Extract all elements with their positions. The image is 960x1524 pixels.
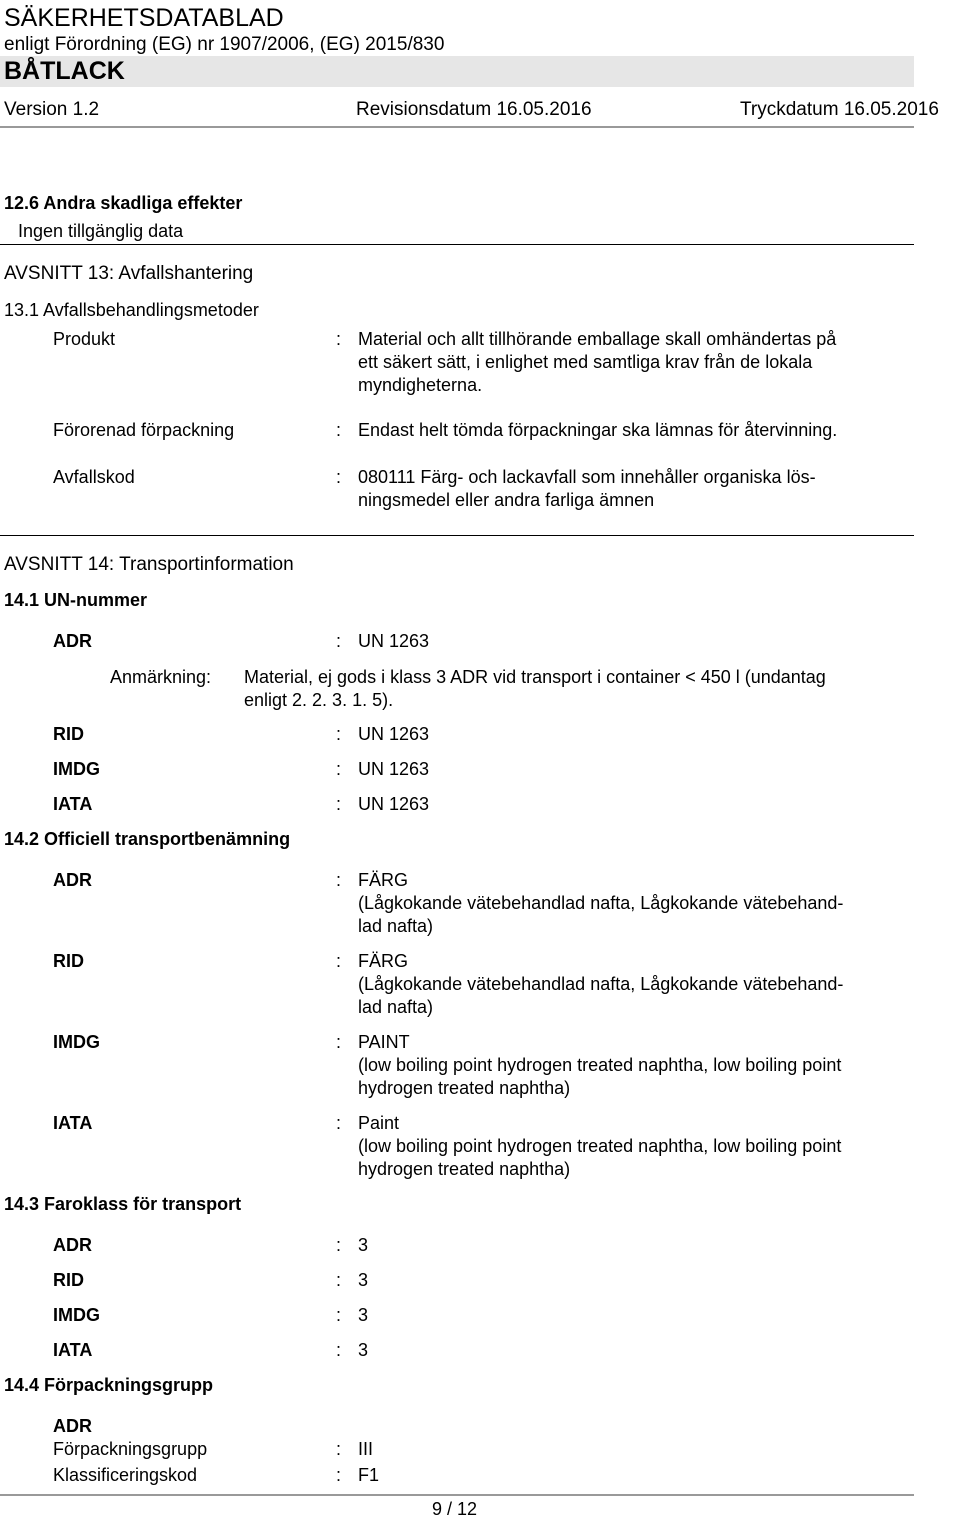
shipping-name-adr-value: lad nafta) <box>358 916 434 936</box>
waste-product-value: Material och allt tillhörande emballage skall omhändertas på <box>358 329 837 349</box>
regulation-text: enligt Förordning (EG) nr 1907/2006, (EG) 2015/830 <box>4 34 445 55</box>
shipping-name-imdg-value: (low boiling point hydrogen treated naphtha, low boiling point <box>358 1055 842 1075</box>
section-12-6-heading: 12.6 Andra skadliga effekter <box>4 193 243 213</box>
shipping-name-iata-value: Paint <box>358 1113 400 1133</box>
waste-product-value: myndigheterna. <box>358 375 483 395</box>
colon: : <box>336 1340 342 1360</box>
packing-group-value: III <box>358 1439 374 1459</box>
un-iata-value: UN 1263 <box>358 794 430 814</box>
colon: : <box>336 1439 342 1459</box>
shipping-name-imdg-label: IMDG <box>53 1032 100 1052</box>
section-14-heading: AVSNITT 14: Transportinformation <box>4 554 294 575</box>
colon: : <box>336 329 342 349</box>
shipping-name-rid-value: lad nafta) <box>358 997 434 1017</box>
shipping-name-iata-value: hydrogen treated naphtha) <box>358 1159 571 1179</box>
packing-group-label: Förpackningsgrupp <box>53 1439 208 1459</box>
hazard-class-imdg-label: IMDG <box>53 1305 100 1325</box>
colon: : <box>336 631 342 651</box>
colon: : <box>336 1235 342 1255</box>
colon: : <box>336 1305 342 1325</box>
colon: : <box>336 1113 342 1133</box>
waste-product-value: ett säkert sätt, i enlighet med samtliga krav från de lokala <box>358 352 813 372</box>
un-rid-label: RID <box>53 724 84 744</box>
hazard-class-iata-label: IATA <box>53 1340 93 1360</box>
shipping-name-imdg-value: hydrogen treated naphtha) <box>358 1078 571 1098</box>
revision-date: Revisionsdatum 16.05.2016 <box>356 99 592 120</box>
shipping-name-rid-value: (Lågkokande vätebehandlad nafta, Lågkokande vätebehand- <box>358 974 844 994</box>
hazard-class-adr-value: 3 <box>358 1235 369 1255</box>
shipping-name-rid-label: RID <box>53 951 84 971</box>
hazard-class-iata-value: 3 <box>358 1340 369 1360</box>
un-remark-text: enligt 2. 2. 3. 1. 5). <box>244 690 394 710</box>
classification-code-value: F1 <box>358 1465 380 1485</box>
colon: : <box>336 467 342 487</box>
colon: : <box>336 1032 342 1052</box>
un-imdg-label: IMDG <box>53 759 100 779</box>
waste-code-label: Avfallskod <box>53 467 135 487</box>
colon: : <box>336 1465 342 1485</box>
section-13-1-heading: 13.1 Avfallsbehandlingsmetoder <box>4 300 259 320</box>
footer-divider <box>0 1494 914 1496</box>
hazard-class-imdg-value: 3 <box>358 1305 369 1325</box>
packing-adr-label: ADR <box>53 1416 92 1436</box>
un-imdg-value: UN 1263 <box>358 759 430 779</box>
un-rid-value: UN 1263 <box>358 724 430 744</box>
un-remark-label: Anmärkning: <box>110 667 212 687</box>
colon: : <box>336 951 342 971</box>
waste-code-value: ningsmedel eller andra farliga ämnen <box>358 490 655 510</box>
document-title: SÄKERHETSDATABLAD <box>4 4 284 32</box>
shipping-name-imdg-value: PAINT <box>358 1032 410 1052</box>
hazard-class-rid-value: 3 <box>358 1270 369 1290</box>
product-title-bar <box>0 56 914 87</box>
colon: : <box>336 1270 342 1290</box>
colon: : <box>336 794 342 814</box>
section-13-heading: AVSNITT 13: Avfallshantering <box>4 263 254 284</box>
product-name: BÅTLACK <box>4 57 125 85</box>
shipping-name-rid-value: FÄRG <box>358 951 409 971</box>
contaminated-packaging-value: Endast helt tömda förpackningar ska lämnas för återvinning. <box>358 420 838 440</box>
page-number: 9 / 12 <box>432 1499 478 1519</box>
version-label: Version 1.2 <box>4 99 100 120</box>
header-divider <box>0 126 914 128</box>
hazard-class-adr-label: ADR <box>53 1235 92 1255</box>
waste-code-value: 080111 Färg- och lackavfall som innehåller organiska lös- <box>358 467 816 487</box>
un-adr-value: UN 1263 <box>358 631 430 651</box>
section-14-2-heading: 14.2 Officiell transportbenämning <box>4 829 291 849</box>
hazard-class-rid-label: RID <box>53 1270 84 1290</box>
un-adr-label: ADR <box>53 631 92 651</box>
un-iata-label: IATA <box>53 794 93 814</box>
section-14-3-heading: 14.3 Faroklass för transport <box>4 1194 242 1214</box>
section-divider <box>0 535 914 536</box>
shipping-name-iata-label: IATA <box>53 1113 93 1133</box>
section-14-1-heading: 14.1 UN-nummer <box>4 590 148 610</box>
shipping-name-adr-value: (Lågkokande vätebehandlad nafta, Lågkokande vätebehand- <box>358 893 844 913</box>
section-14-4-heading: 14.4 Förpackningsgrupp <box>4 1375 214 1395</box>
colon: : <box>336 759 342 779</box>
section-divider <box>0 244 914 245</box>
colon: : <box>336 870 342 890</box>
shipping-name-adr-value: FÄRG <box>358 870 409 890</box>
print-date: Tryckdatum 16.05.2016 <box>740 99 939 120</box>
classification-code-label: Klassificeringskod <box>53 1465 198 1485</box>
colon: : <box>336 420 342 440</box>
waste-product-label: Produkt <box>53 329 116 349</box>
colon: : <box>336 724 342 744</box>
shipping-name-iata-value: (low boiling point hydrogen treated naphtha, low boiling point <box>358 1136 842 1156</box>
shipping-name-adr-label: ADR <box>53 870 92 890</box>
contaminated-packaging-label: Förorenad förpackning <box>53 420 235 440</box>
un-remark-text: Material, ej gods i klass 3 ADR vid transport i container < 450 l (undantag <box>244 667 826 687</box>
section-12-6-text: Ingen tillgänglig data <box>18 221 184 241</box>
